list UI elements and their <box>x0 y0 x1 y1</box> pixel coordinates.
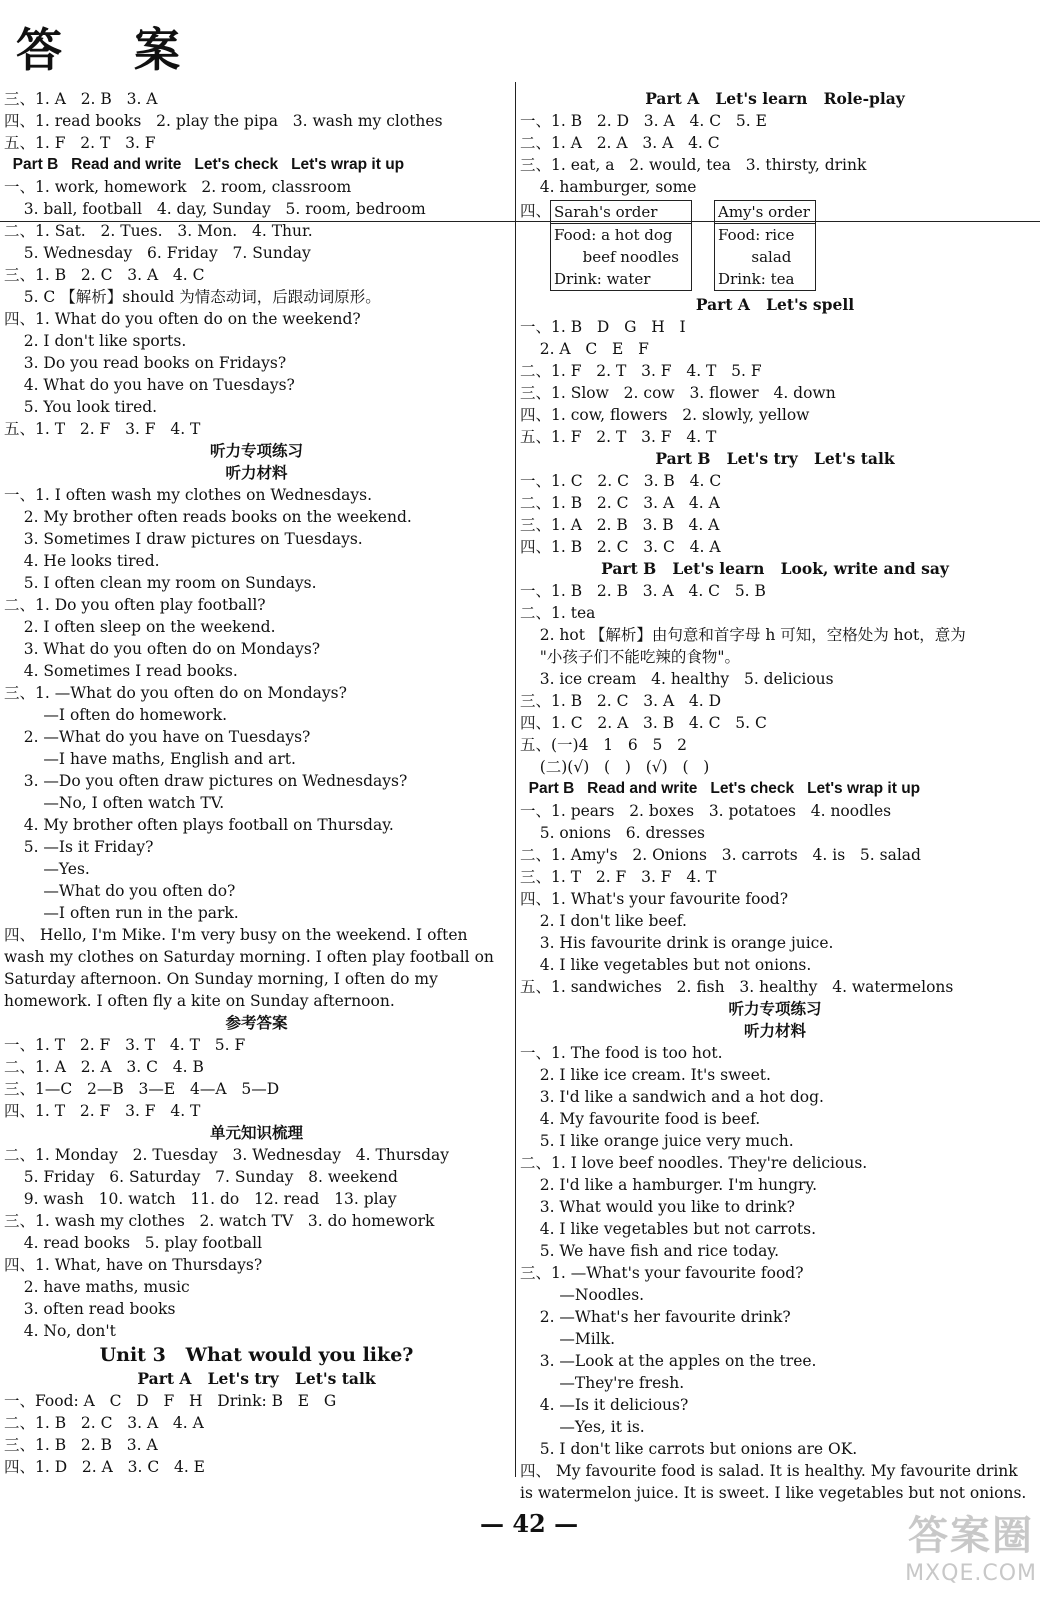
answer-line: 4. read books 5. play football <box>4 1234 263 1252</box>
answer-line: 5. You look tired. <box>4 398 158 416</box>
answer-line: 四、 My favourite food is salad. It is healthy. My favourite drink is watermelon juice. It is sweet. I like vegetables but not onions. <box>520 1462 1027 1502</box>
answer-line: 2. I don't like sports. <box>4 332 187 350</box>
section-heading: 听力专项练习 <box>728 999 822 1018</box>
watermark-url: MXQE.COM <box>905 1561 1037 1586</box>
answer-line: 4. He looks tired. <box>4 552 160 570</box>
section-heading: Part B Read and write Let's check Let's wrap it up <box>520 780 921 797</box>
answer-line: 五、1. T 2. F 3. F 4. T <box>4 420 201 438</box>
answer-line: —Yes, it is. <box>520 1418 645 1436</box>
answer-line: 5. We have fish and rice today. <box>520 1242 780 1260</box>
answer-line: 4. No, don't <box>4 1322 116 1340</box>
answer-line: 三、1. B 2. C 3. A 4. D <box>520 692 722 710</box>
answer-line: 三、1. Slow 2. cow 3. flower 4. down <box>520 384 836 402</box>
answer-line: 4. What do you have on Tuesdays? <box>4 376 295 394</box>
answer-line: —I have maths, English and art. <box>4 750 296 768</box>
answer-line: 四、1. read books 2. play the pipa 3. wash my clothes <box>4 112 443 130</box>
answer-line: 2. I don't like beef. <box>520 912 687 930</box>
section-heading: Part A Let's spell <box>695 295 855 314</box>
right-main-section <box>520 294 1030 1504</box>
answer-line: 5. C 【解析】should 为情态动词，后跟动词原形。 <box>4 288 381 306</box>
answer-line: 四、1. D 2. A 3. C 4. E <box>4 1458 206 1476</box>
answer-line: 2. —What do you have on Tuesdays? <box>4 728 311 746</box>
answer-line: 4. I like vegetables but not onions. <box>520 956 812 974</box>
answer-line: 三、1. A 2. B 3. A <box>4 90 158 108</box>
amy-order-line: salad <box>718 248 792 266</box>
answer-line: 3. I'd like a sandwich and a hot dog. <box>520 1088 824 1106</box>
answer-line: 一、Food: A C D F H Drink: B E G <box>4 1392 337 1410</box>
answer-line: —Yes. <box>4 860 90 878</box>
answer-line: 4. I like vegetables but not carrots. <box>520 1220 817 1238</box>
answer-line: 一、1. T 2. F 3. T 4. T 5. F <box>4 1036 246 1054</box>
orders-table <box>520 198 1030 294</box>
answer-line: 2. I'd like a hamburger. I'm hungry. <box>520 1176 818 1194</box>
answer-line: 3. Sometimes I draw pictures on Tuesdays. <box>4 530 363 548</box>
answer-line: 五、(一)4 1 6 5 2 <box>520 736 688 754</box>
section-rule <box>0 221 1040 222</box>
section-heading: Part A Let's learn Role-play <box>645 89 905 108</box>
answer-line: —I often run in the park. <box>4 904 239 922</box>
answer-line: 2. I often sleep on the weekend. <box>4 618 276 636</box>
answer-line: 5. Friday 6. Saturday 7. Sunday 8. weekend <box>4 1168 398 1186</box>
page-title: 答 案 <box>16 23 209 77</box>
answer-line: 二、1. F 2. T 3. F 4. T 5. F <box>520 362 762 380</box>
answer-line: 四、1. B 2. C 3. C 4. A <box>520 538 721 556</box>
answer-line: 一、1. C 2. C 3. B 4. C <box>520 472 722 490</box>
answer-line: —What do you often do? <box>4 882 236 900</box>
orders-label: 四、 <box>520 202 552 220</box>
answer-line: 5. I don't like carrots but onions are OK. <box>520 1440 858 1458</box>
answer-line: 4. —Is it delicious? <box>520 1396 689 1414</box>
answer-line: 三、1. wash my clothes 2. watch TV 3. do homework <box>4 1212 435 1230</box>
sarah-order-head: Sarah's order <box>551 201 691 224</box>
answer-line: 二、1. I love beef noodles. They're delicious. <box>520 1154 868 1172</box>
answer-line: 3. What would you like to drink? <box>520 1198 795 1216</box>
answer-line: 三、1. A 2. B 3. B 4. A <box>520 516 720 534</box>
answer-line: 五、1. sandwiches 2. fish 3. healthy 4. watermelons <box>520 978 954 996</box>
answer-line: 四、1. What do you often do on the weekend? <box>4 310 361 328</box>
answer-line: 5. I often clean my room on Sundays. <box>4 574 317 592</box>
answer-line: 一、1. I often wash my clothes on Wednesdays. <box>4 486 373 504</box>
answer-line: 2. hot 【解析】由句意和首字母 h 可知，空格处为 hot，意为 <box>520 626 966 644</box>
answer-line: 二、1. Monday 2. Tuesday 3. Wednesday 4. Thursday <box>4 1146 450 1164</box>
answer-line: 3. His favourite drink is orange juice. <box>520 934 834 952</box>
answer-line: 二、1. Do you often play football? <box>4 596 266 614</box>
sarah-order-line: beef noodles <box>554 248 679 266</box>
answer-line: 一、1. The food is too hot. <box>520 1044 723 1062</box>
answer-line: 2. I like ice cream. It's sweet. <box>520 1066 771 1084</box>
amy-order-box <box>714 200 816 291</box>
answer-line: 三、1. —What do you often do on Mondays? <box>4 684 347 702</box>
section-heading: Part B Let's learn Look, write and say <box>601 559 949 578</box>
answer-line: 三、1. B 2. C 3. A 4. C <box>4 266 205 284</box>
answer-line: 4. My favourite food is beef. <box>520 1110 761 1128</box>
answer-line: 一、1. B 2. D 3. A 4. C 5. E <box>520 112 767 130</box>
answer-line: 四、1. What, have on Thursdays? <box>4 1256 263 1274</box>
answer-line: —Milk. <box>520 1330 616 1348</box>
section-heading: Unit 3 What would you like? <box>99 1344 414 1366</box>
watermark <box>905 1504 1037 1586</box>
watermark-text: 答案圈 <box>908 1513 1035 1559</box>
answer-line: 4. Sometimes I read books. <box>4 662 238 680</box>
answer-line: 四、1. What's your favourite food? <box>520 890 789 908</box>
section-heading: 参考答案 <box>225 1013 288 1032</box>
right-column <box>520 88 1030 1504</box>
answer-line: 2. A C E F <box>520 340 649 358</box>
answer-line: 5. I like orange juice very much. <box>520 1132 794 1150</box>
answer-line: 三、1. T 2. F 3. F 4. T <box>520 868 717 886</box>
answer-line: 一、1. pears 2. boxes 3. potatoes 4. noodles <box>520 802 892 820</box>
answer-line: 4. My brother often plays football on Thursday. <box>4 816 394 834</box>
answer-line: 3. often read books <box>4 1300 176 1318</box>
answer-line: 2. —What's her favourite drink? <box>520 1308 791 1326</box>
right-top-section <box>520 88 1030 198</box>
answer-line: (二)(√) ( ) (√) ( ) <box>520 758 710 776</box>
answer-line: 一、1. work, homework 2. room, classroom <box>4 178 352 196</box>
amy-order-head: Amy's order <box>715 201 815 224</box>
amy-order-line: Drink: tea <box>718 270 795 288</box>
amy-order-line: Food: rice <box>718 226 795 244</box>
answer-line: 三、1. B 2. B 3. A <box>4 1436 158 1454</box>
answer-line: 5. onions 6. dresses <box>520 824 706 842</box>
answer-line: 四、1. C 2. A 3. B 4. C 5. C <box>520 714 767 732</box>
sarah-order-line: Food: a hot dog <box>554 226 673 244</box>
answer-line: 四、1. cow, flowers 2. slowly, yellow <box>520 406 810 424</box>
column-divider <box>515 82 516 1477</box>
section-heading: Part A Let's try Let's talk <box>137 1369 376 1388</box>
answer-line: 9. wash 10. watch 11. do 12. read 13. play <box>4 1190 397 1208</box>
answer-line: 二、1. Sat. 2. Tues. 3. Mon. 4. Thur. <box>4 222 313 240</box>
answer-line: —No, I often watch TV. <box>4 794 225 812</box>
answer-line: 一、1. B D G H I <box>520 318 686 336</box>
section-heading: 单元知识梳理 <box>209 1123 303 1142</box>
answer-line: 二、1. B 2. C 3. A 4. A <box>520 494 720 512</box>
answer-line: 3. Do you read books on Fridays? <box>4 354 287 372</box>
answer-line: 二、1. A 2. A 3. A 4. C <box>520 134 720 152</box>
section-heading: Part B Read and write Let's check Let's wrap it up <box>4 156 405 173</box>
answer-line: 5. Wednesday 6. Friday 7. Sunday <box>4 244 311 262</box>
answer-line: 三、1. eat, a 2. would, tea 3. thirsty, drink <box>520 156 867 174</box>
answer-line: 二、1. A 2. A 3. C 4. B <box>4 1058 204 1076</box>
answer-line: 3. —Do you often draw pictures on Wednesdays? <box>4 772 408 790</box>
sarah-order-box <box>550 200 692 291</box>
answer-line: 3. What do you often do on Mondays? <box>4 640 321 658</box>
section-heading: Part B Let's try Let's talk <box>655 449 895 468</box>
answer-line: 四、1. T 2. F 3. F 4. T <box>4 1102 201 1120</box>
section-heading: 听力材料 <box>743 1021 806 1040</box>
answer-line: 2. have maths, music <box>4 1278 190 1296</box>
answer-line: 5. —Is it Friday? <box>4 838 154 856</box>
answer-line: 3. —Look at the apples on the tree. <box>520 1352 817 1370</box>
answer-line: 二、1. tea <box>520 604 596 622</box>
answer-line: 五、1. F 2. T 3. F <box>4 134 156 152</box>
answer-line: 2. My brother often reads books on the weekend. <box>4 508 412 526</box>
answer-line: 四、 Hello, I'm Mike. I'm very busy on the weekend. I often wash my clothes on Saturday morning. I often play football on Saturday afternoon. On Sunday morning, I often do my homework. I often fly a kite on Sunday afternoon. <box>4 926 494 1010</box>
answer-line: —I often do homework. <box>4 706 228 724</box>
answer-line: 3. ball, football 4. day, Sunday 5. room, bedroom <box>4 200 426 218</box>
answer-line: 一、1. B 2. B 3. A 4. C 5. B <box>520 582 766 600</box>
answer-line: 4. hamburger, some <box>520 178 697 196</box>
section-heading: 听力专项练习 <box>209 441 303 460</box>
answer-line: 三、1—C 2—B 3—E 4—A 5—D <box>4 1080 280 1098</box>
answer-line: 三、1. —What's your favourite food? <box>520 1264 804 1282</box>
page-number: — 42 — <box>480 1509 579 1538</box>
section-heading: 听力材料 <box>225 463 288 482</box>
answer-line: 二、1. B 2. C 3. A 4. A <box>4 1414 204 1432</box>
answer-line: —They're fresh. <box>520 1374 685 1392</box>
left-column <box>4 88 509 1478</box>
answer-line: 二、1. Amy's 2. Onions 3. carrots 4. is 5. salad <box>520 846 921 864</box>
answer-line: "小孩子们不能吃辣的食物"。 <box>520 648 740 666</box>
answer-line: —Noodles. <box>520 1286 645 1304</box>
answer-line: 3. ice cream 4. healthy 5. delicious <box>520 670 834 688</box>
sarah-order-line: Drink: water <box>554 270 651 288</box>
answer-line: 五、1. F 2. T 3. F 4. T <box>520 428 717 446</box>
